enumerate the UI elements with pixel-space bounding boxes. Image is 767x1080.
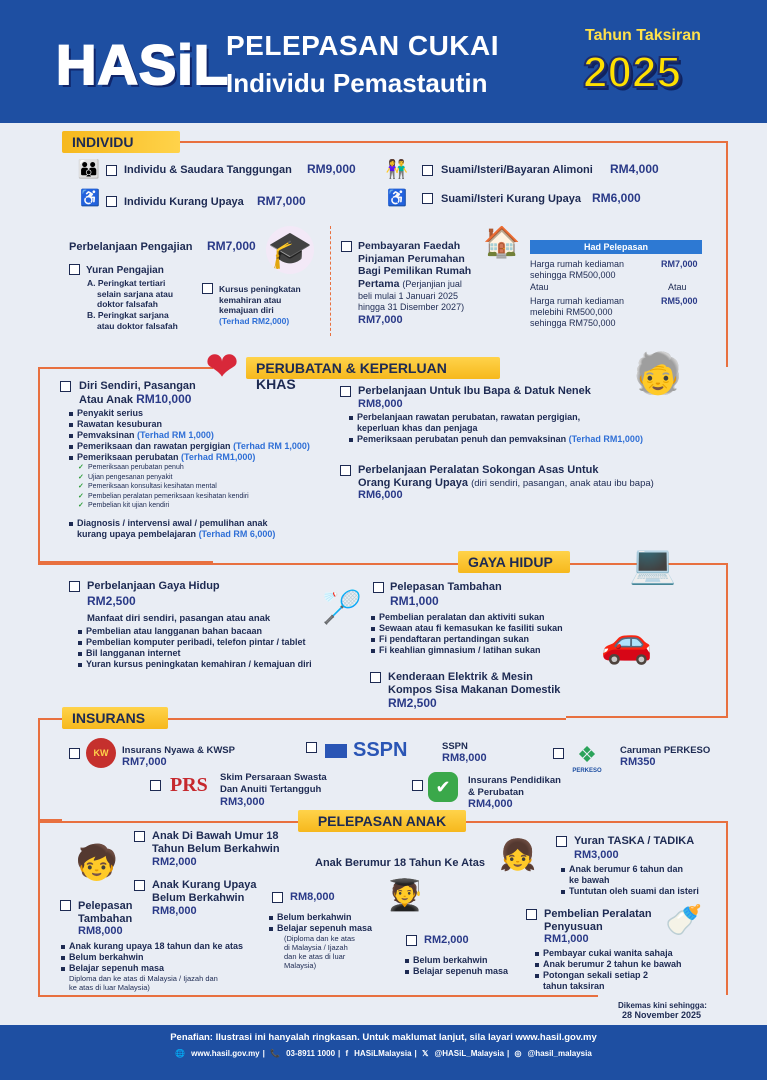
phone-number[interactable]: 03-8911 1000 [286,1049,336,1058]
atas-amount-1: RM8,000 [290,891,335,903]
nyawa-amount: RM7,000 [122,756,167,768]
pengajian-amount: RM7,000 [207,239,256,253]
sports-icon: 🏸 [322,589,362,625]
relief-amount: RM6,000 [592,191,641,205]
checkbox[interactable] [106,196,117,207]
page-subtitle: Individu Pemastautin [226,68,488,98]
atau-label: Atau [530,282,549,292]
checkbox[interactable] [60,381,71,392]
prs-label: Skim Persaraan Swasta Dan Anuiti Tertangguh [220,772,327,795]
checkbox[interactable] [526,909,537,920]
perkeso-label: Caruman PERKESO [620,745,711,756]
anak-tambahan-list: Anak kurang upaya 18 tahun dan ke atas Belum berkahwin Belajar sepenuh masa [60,941,243,974]
checkbox[interactable] [553,748,564,759]
rumah-amount: RM7,000 [358,314,403,326]
laptop-icon: 💻 [629,544,677,586]
diri-label: Diri Sendiri, Pasangan Atau Anak RM10,000 [79,380,196,406]
prs-amount: RM3,000 [220,796,265,808]
path-line [38,821,40,995]
susu-list: Pembayar cukai wanita sahaja Anak berumur 2 tahun ke bawah Potongan sekali setiap 2 tahun taksiran [534,948,682,992]
social-links: 🌐 www.hasil.gov.my | 📞 03-8911 1000 | f HASiLMalaysia | 𝕏 @HASiL_Malaysia | ◎ @hasil_malaysia [175,1049,592,1058]
had-row-1: Harga rumah kediaman sehingga RM500,000 [530,259,625,280]
diagnosis-item: Diagnosis / intervensi awal / pemulihan anak kurang upaya pembelajaran (Terhad RM 6,000) [68,518,275,540]
breast-pump-icon: 🍼 [665,903,703,937]
ev-car-icon: 🚗 [600,617,654,665]
family-icon: 👪 [77,158,101,179]
checkbox[interactable] [340,386,351,397]
ev-label: Kenderaan Elektrik & Mesin Kompos Sisa Makanan Domestik [388,671,561,696]
checkbox[interactable] [69,264,80,275]
rumah-note: beli mulai 1 Januari 2025 hingga 31 Disember 2027) [358,291,465,312]
heart-icon: ❤ [205,345,239,389]
section-gaya-hidup: GAYA HIDUP [458,551,570,573]
checkbox[interactable] [422,165,433,176]
nyawa-label: Insurans Nyawa & KWSP [122,745,235,756]
had-row-2: Harga rumah kediaman melebihi RM500,000 sehingga RM750,000 [530,296,625,328]
didik-label: Insurans Pendidikan & Perubatan [468,775,561,798]
checkbox[interactable] [556,836,567,847]
wheelchair-icon: ♿ [80,190,100,207]
disabled-spouse-icon: ♿ [387,190,407,207]
relief-label: Individu Kurang Upaya [124,196,244,208]
didik-amount: RM4,000 [468,798,513,810]
x-icon: 𝕏 [421,1049,429,1058]
kids-playing-icon: 👧 [499,838,537,872]
anak-oku-amount: RM8,000 [152,905,197,917]
ibubapa-label: Perbelanjaan Untuk Ibu Bapa & Datuk Nenek [358,385,591,397]
gaya-list: Pembelian atau langganan bahan bacaan Pembelian komputer peribadi, telefon pintar / tablet Bil langganan internet Yuran kursus peningkatan kemahiran / kemajuan diri [77,626,312,670]
students-icon: 🧑‍🎓 [386,878,424,912]
shield-check-icon: ✔ [428,772,458,802]
susu-amount: RM1,000 [544,933,589,945]
perkeso-logo-icon: ❖ PERKESO [572,742,602,774]
instagram-link[interactable]: @hasil_malaysia [527,1049,592,1058]
anak-tambahan-label: Pelepasan Tambahan [78,900,133,925]
yuran-label: Yuran Pengajian [86,265,164,276]
had-amount-2: RM5,000 [661,296,698,306]
hasil-logo: HASiL [56,33,229,96]
instagram-icon: ◎ [514,1049,522,1058]
checkbox[interactable] [306,742,317,753]
checkbox[interactable] [373,582,384,593]
diri-sublist: ✓ Pemeriksaan perubatan penuh ✓ Ujian pengesanan penyakit ✓ Pemeriksaan konsultasi kesihatan mental ✓ Pembelian peralatan pemeriksaan kesihatan kendiri ✓ Pembelian kit ujian kendiri [78,463,249,511]
perkeso-amount: RM350 [620,756,656,768]
had-amount-1: RM7,000 [661,259,698,269]
atas-list-2: Belum berkahwin Belajar sepenuh masa [404,955,508,977]
updated-label: Dikemas kini sehingga: [618,1001,707,1010]
checkbox[interactable] [370,672,381,683]
checkbox[interactable] [60,900,71,911]
gaya-label: Perbelanjaan Gaya Hidup [87,580,220,592]
couple-icon: 👫 [385,158,409,179]
manfaat-label: Manfaat diri sendiri, pasangan atau anak [87,613,271,624]
susu-label: Pembelian Peralatan Penyusuan [544,908,652,933]
checkbox[interactable] [422,193,433,204]
path-line [38,821,298,823]
updated-date: 28 November 2025 [622,1010,702,1020]
tambahan-list: Pembelian peralatan dan aktiviti sukan Sewaan atau fi kemasukan ke fasiliti sukan Fi pendaftaran pertandingan sukan Fi keahlian gimnasium / latihan sukan [370,612,563,656]
assessment-year: 2025 [583,48,681,97]
sspn-logo: SSPN [325,739,407,762]
anak-oku-label: Anak Kurang Upaya Belum Berkahwin [152,879,257,904]
path-line [38,718,62,821]
disclaimer: Penafian: Ilustrasi ini hanyalah ringkasan. Untuk maklumat lanjut, sila layari www.hasil.gov.my [170,1032,597,1043]
tambahan-label: Pelepasan Tambahan [390,581,502,593]
path-line [38,995,598,997]
had-pelepasan-title: Had Pelepasan [530,240,702,254]
facebook-icon: f [345,1049,349,1058]
diri-list: Penyakit serius Rawatan kesuburan Pemvaksinan (Terhad RM 1,000) Pemeriksaan dan rawatan pergigian (Terhad RM 1,000) Pemeriksaan perubatan (Terhad RM1,000) [68,408,310,463]
ibubapa-list: Perbelanjaan rawatan perubatan, rawatan pergigian, keperluan khas dan penjaga Pemeriksaan perubatan penuh dan pemvaksinan (Terhad RM1,000) [348,412,643,445]
oku-label: Perbelanjaan Peralatan Sokongan Asas Untuk Orang Kurang Upaya (diri sendiri, pasangan, anak atau ibu bapa) [358,464,654,489]
atas-list-1: Belum berkahwin Belajar sepenuh masa [268,912,372,934]
relief-label: Suami/Isteri/Bayaran Alimoni [441,164,593,176]
section-individu: INDIVIDU [62,131,180,153]
facebook-link[interactable]: HASiLMalaysia [354,1049,412,1058]
relief-label: Suami/Isteri Kurang Upaya [441,193,581,205]
checkbox[interactable] [340,465,351,476]
anak-tambahan-amount: RM8,000 [78,925,123,937]
relief-amount: RM9,000 [307,162,356,176]
checkbox[interactable] [106,165,117,176]
anak-tambahan-note: Diploma dan ke atas di Malaysia / Ijazah dan ke atas di luar Malaysia) [69,974,218,992]
ibubapa-amount: RM8,000 [358,398,403,410]
globe-icon: 🌐 [175,1049,186,1058]
kwsp-logo-icon: KW [86,738,116,768]
taska-list: Anak berumur 6 tahun dan ke bawah Tuntutan oleh suami dan isteri [560,864,699,897]
page-title: PELEPASAN CUKAI [226,30,500,61]
atas-label: Anak Berumur 18 Tahun Ke Atas [315,857,485,869]
path-line [38,563,461,565]
relief-label: Individu & Saudara Tanggungan [124,164,292,176]
rumah-label: Pembayaran Faedah Pinjaman Perumahan Bagi Pemilikan Rumah Pertama (Perjanjian jual [358,240,472,290]
checkbox[interactable] [69,581,80,592]
website-link[interactable]: www.hasil.gov.my [191,1049,260,1058]
checkbox[interactable] [134,880,145,891]
checkbox[interactable] [272,892,283,903]
house-icon: 🏠 [483,225,521,259]
taska-amount: RM3,000 [574,849,619,861]
yuran-a: A. Peringkat tertiari selain sarjana atau doktor falsafah [87,278,174,309]
section-pelepasan-anak: PELEPASAN ANAK [298,810,466,832]
sspn-amount: RM8,000 [442,752,487,764]
phone-icon: 📞 [270,1049,281,1058]
checkbox[interactable] [150,780,161,791]
x-link[interactable]: @HASiL_Malaysia [434,1049,505,1058]
elderly-couple-icon: 🧓 [633,351,683,396]
section-perubatan: PERUBATAN & KEPERLUAN KHAS [246,357,500,379]
yuran-b: B. Peringkat sarjana atau doktor falsafah [87,310,178,331]
bawah-amount: RM2,000 [152,856,197,868]
tambahan-amount: RM1,000 [390,594,439,608]
path-line [168,718,566,720]
year-label: Tahun Taksiran [585,27,701,44]
section-insurans: INSURANS [62,707,168,729]
sspn-label: SSPN [442,741,468,752]
checkbox[interactable] [412,780,423,791]
child-reading-icon: 🧒 [75,844,119,882]
gaya-amount: RM2,500 [87,594,136,608]
oku-amount: RM6,000 [358,489,403,501]
checkbox[interactable] [69,748,80,759]
ev-amount: RM2,500 [388,696,437,710]
pengajian-label: Perbelanjaan Pengajian [69,241,193,253]
atas-amount-2: RM2,000 [424,934,469,946]
prs-logo: PRS [170,774,208,796]
bawah-label: Anak Di Bawah Umur 18 Tahun Belum Berkahwin [152,830,280,855]
relief-amount: RM4,000 [610,162,659,176]
relief-amount: RM7,000 [257,194,306,208]
dashed-divider [330,226,331,336]
checkbox[interactable] [134,831,145,842]
atas-note: (Diploma dan ke atas di Malaysia / Ijazah dan ke atas di luar Malaysia) [284,934,355,970]
graduate-icon: 🎓 [266,226,314,274]
checkbox[interactable] [341,241,352,252]
kursus-label: Kursus peningkatan kemahiran atau kemajuan diri (Terhad RM2,000) [219,284,301,326]
checkbox[interactable] [202,283,213,294]
taska-label: Yuran TASKA / TADIKA [574,835,695,847]
checkbox[interactable] [406,935,417,946]
atau-label-right: Atau [668,282,687,292]
